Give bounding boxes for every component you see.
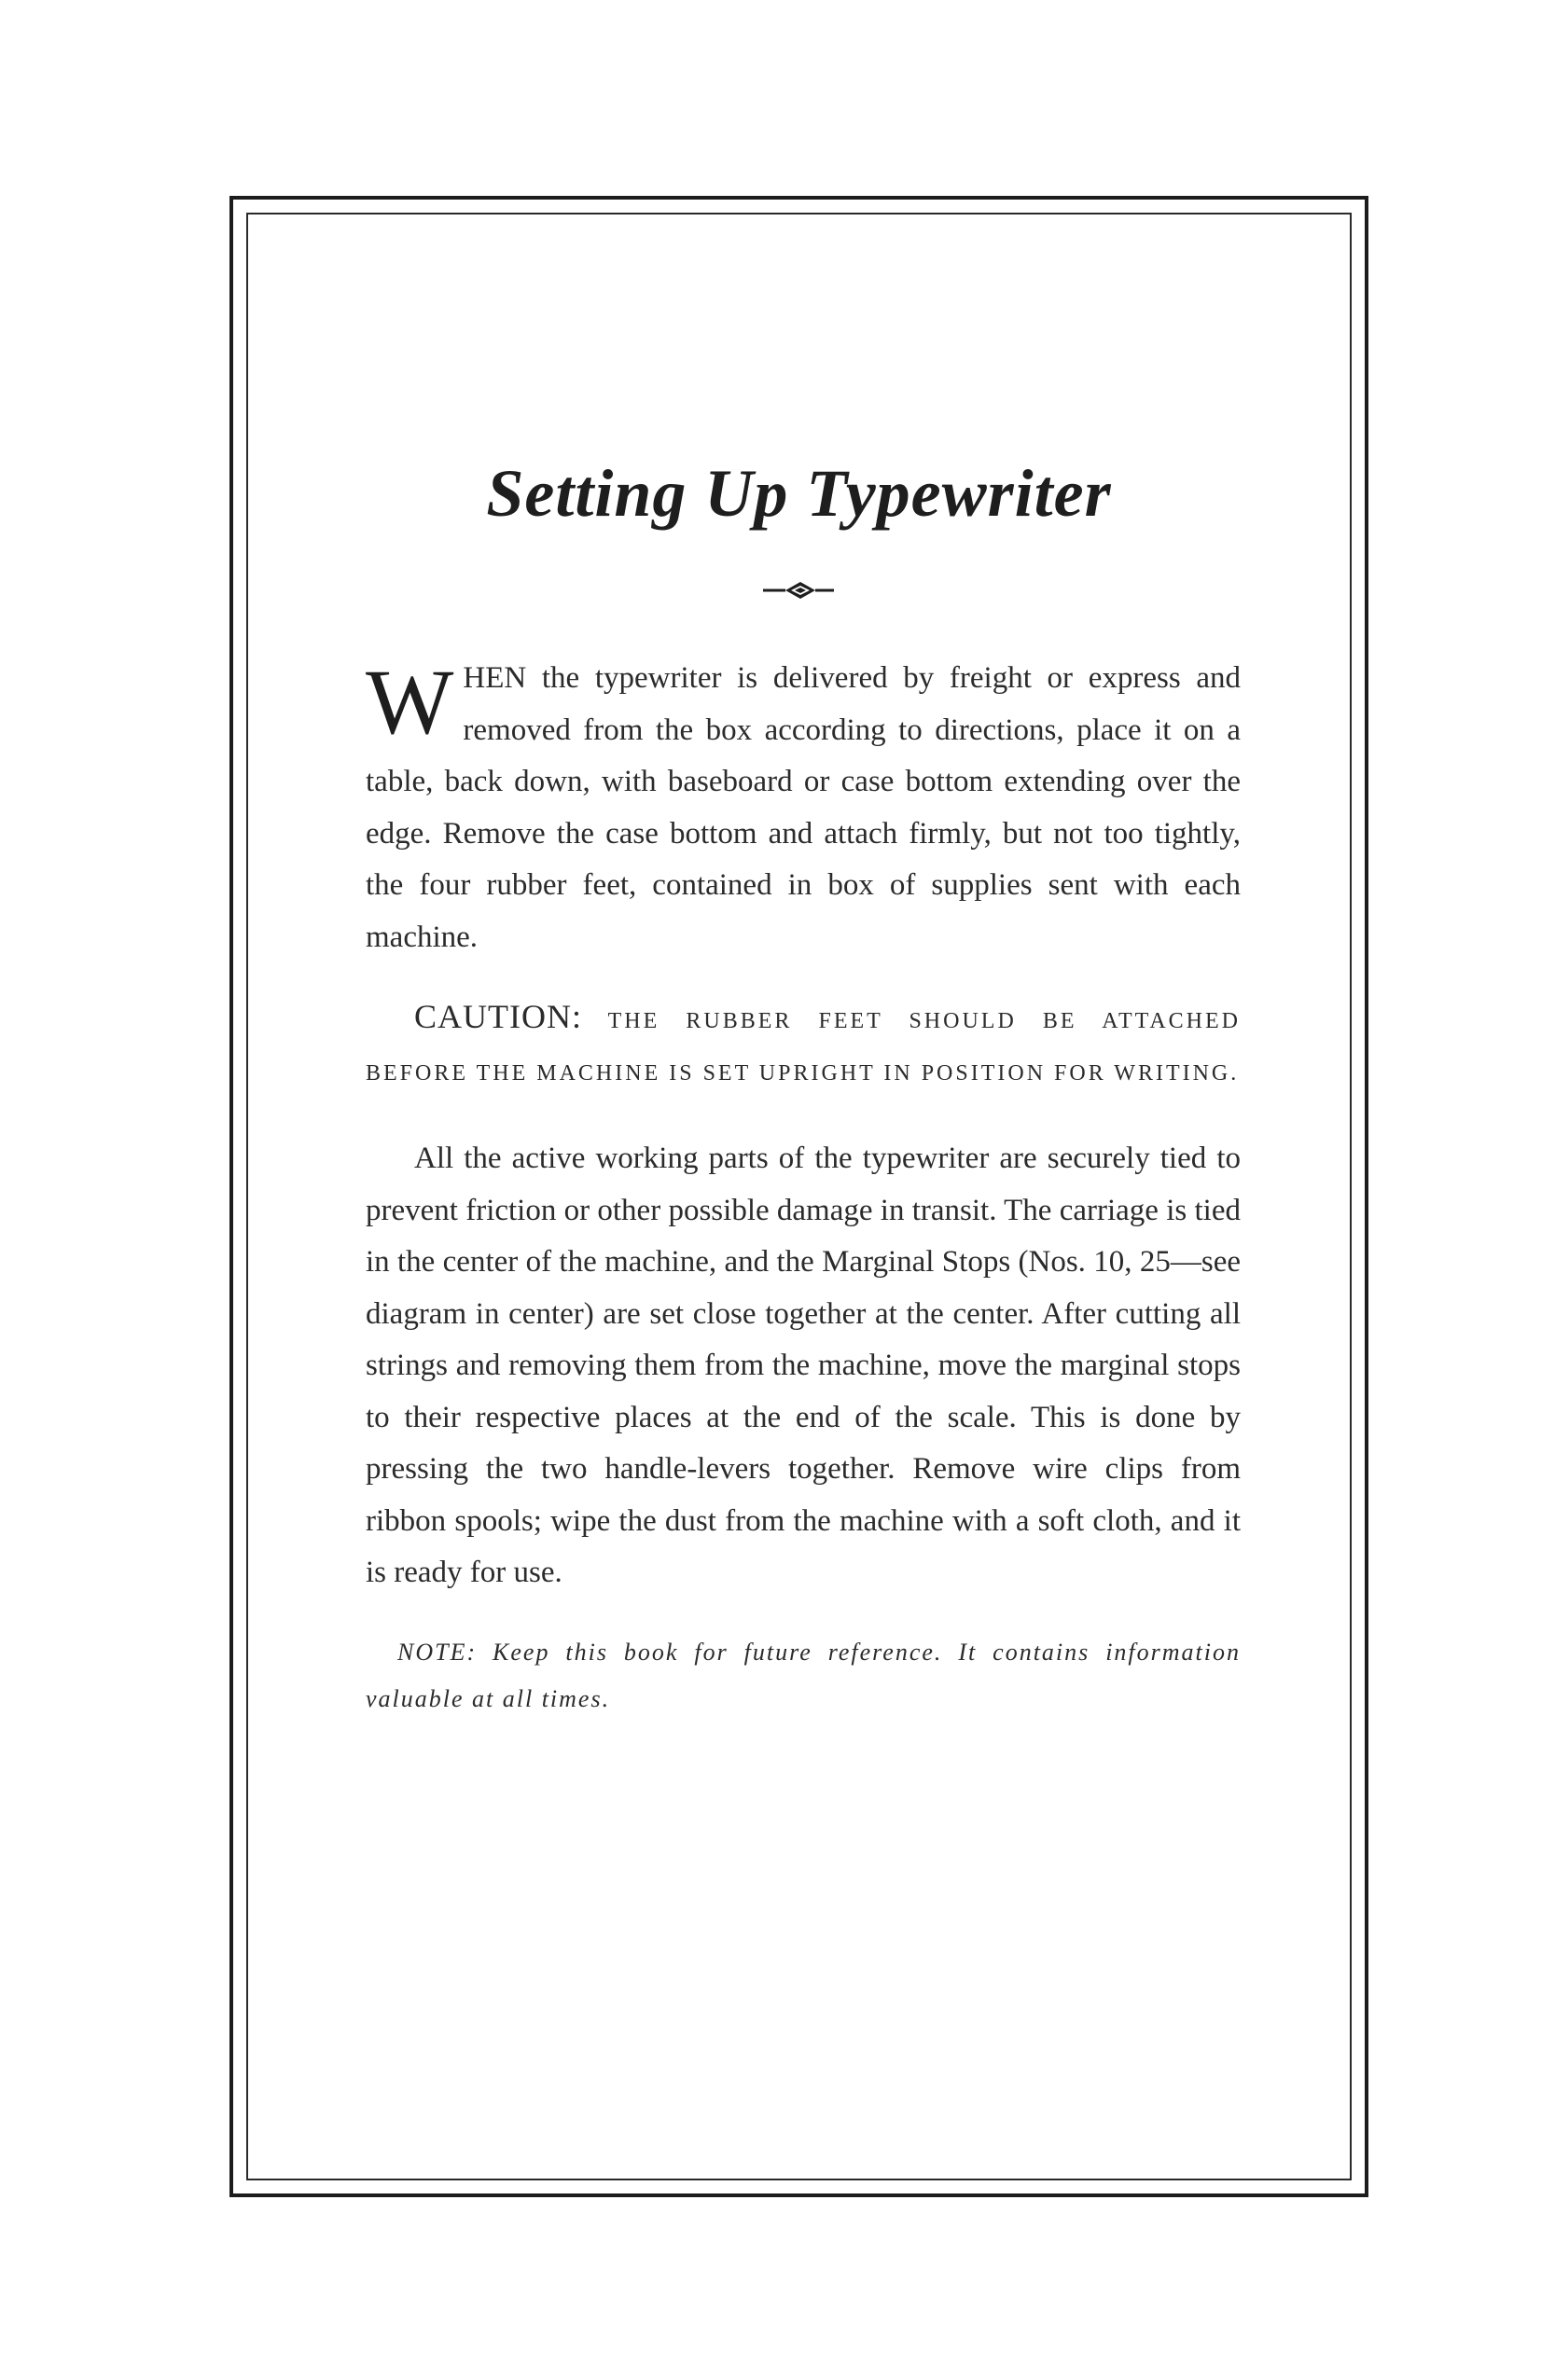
- intro-text: HEN the typewriter is delivered by freight or express and removed from the box according to directions, place it on a table, back down, with baseboard or case bottom extending over the edge. Remove the case bottom and attach firmly, but not too tightly, the four rubber feet, contained in box of supplies sent with each machine.: [366, 661, 1241, 954]
- intro-paragraph: [366, 650, 1241, 963]
- page-title: Setting Up Typewriter: [486, 456, 1112, 531]
- caution-label: CAUTION:: [414, 998, 582, 1035]
- caution-paragraph: [366, 991, 1241, 1100]
- caution-text: THE RUBBER FEET SHOULD BE ATTACHED BEFORE THE MACHINE IS SET UPRIGHT IN POSITION FOR WRITING.: [366, 1009, 1242, 1086]
- drop-cap: W: [366, 650, 454, 754]
- body-paragraph: All the active working parts of the typewriter are securely tied to prevent friction or other possible damage in transit. The carriage is tied in the center of the machine, and the Marginal Stops (Nos. 10, 25—see diagram in center) are set close together at the center. After cutting all strings and removing them from the machine, move the marginal stops to their respective places at the end of the scale. This is done by pressing the two handle-levers together. Remove wire clips from ribbon spools; wipe the dust from the machine with a soft cloth, and it is ready for use.: [366, 1142, 1241, 1589]
- content-column: [366, 650, 1242, 1723]
- note-paragraph: NOTE: Keep this book for future reference. It contains information valuable at all times.: [366, 1638, 1241, 1712]
- diamond-arrow-ornament-icon: [757, 576, 841, 604]
